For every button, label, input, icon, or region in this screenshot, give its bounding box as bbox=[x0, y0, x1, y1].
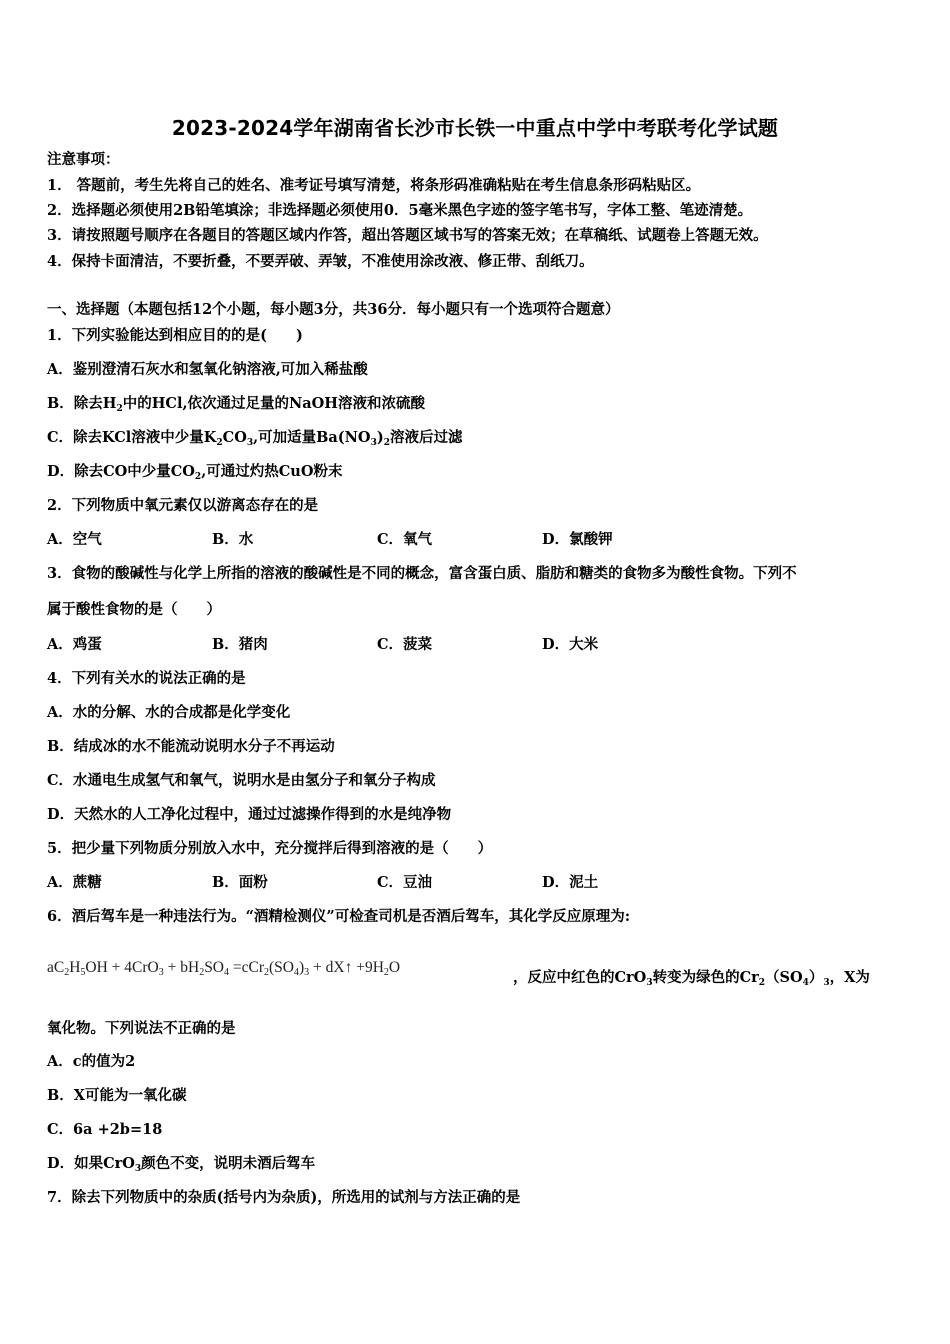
question-6-option-b: B．X可能为一氧化碳 bbox=[47, 1087, 187, 1104]
question-4-option-c: C．水通电生成氢气和氧气，说明水是由氢分子和氧分子构成 bbox=[47, 772, 436, 789]
question-3-option-a: A．鸡蛋 bbox=[47, 636, 102, 653]
question-4-option-a: A．水的分解、水的合成都是化学变化 bbox=[47, 704, 291, 721]
reaction-equation: $aC_2H_5OH + 4CrO_3 + bH_2SO_4 =cCr_2(SO_4)_3$ + dX↑ $+9H_2O$ bbox=[47, 959, 401, 978]
question-3-option-d: D．大米 bbox=[542, 636, 599, 653]
question-2-option-a: A．空气 bbox=[47, 531, 102, 548]
question-1-option-c: C．除去KCl溶液中少量$K_2CO_3$,可加适量$Ba(NO_3)_2$溶液后过滤 bbox=[47, 429, 463, 448]
section-heading: 一、选择题（本题包括12个小题，每小题3分，共36分．每小题只有一个选项符合题意） bbox=[47, 301, 620, 318]
question-6-option-d: D．如果CrO$_3$颜色不变，说明未酒后驾车 bbox=[47, 1155, 316, 1174]
question-4-option-d: D．天然水的人工净化过程中，通过过滤操作得到的水是纯净物 bbox=[47, 806, 452, 823]
question-5-option-a: A．蔗糖 bbox=[47, 874, 102, 891]
question-6-stem-line2: 氧化物。下列说法不正确的是 bbox=[47, 1020, 236, 1037]
question-2-option-d: D．氯酸钾 bbox=[542, 531, 613, 548]
question-5-option-c: C．豆油 bbox=[377, 874, 433, 891]
question-5-option-d: D．泥土 bbox=[542, 874, 599, 891]
question-5-option-b: B．面粉 bbox=[212, 874, 268, 891]
question-3-option-c: C．菠菜 bbox=[377, 636, 433, 653]
question-1-option-a: A．鉴别澄清石灰水和氢氧化钠溶液,可加入稀盐酸 bbox=[47, 361, 368, 378]
question-2-option-c: C．氧气 bbox=[377, 531, 433, 548]
question-6-option-a: A．c的值为2 bbox=[47, 1053, 136, 1070]
question-4-option-b: B．结成冰的水不能流动说明水分子不再运动 bbox=[47, 738, 335, 755]
notice-item-2: 2．选择题必须使用2B铅笔填涂；非选择题必须使用0．5毫米黑色字迹的签字笔书写，字体工整、笔迹清楚。 bbox=[47, 202, 753, 219]
question-1-stem: 1．下列实验能达到相应目的的是( ) bbox=[47, 327, 303, 344]
question-3-stem-line1: 3．食物的酸碱性与化学上所指的溶液的酸碱性是不同的概念，富含蛋白质、脂肪和糖类的食物多为酸性食物。下列不 bbox=[47, 565, 797, 582]
question-2-stem: 2．下列物质中氧元素仅以游离态存在的是 bbox=[47, 497, 319, 514]
notice-item-3: 3．请按照题号顺序在各题目的答题区域内作答，超出答题区域书写的答案无效；在草稿纸、试题卷上答题无效。 bbox=[47, 227, 768, 244]
question-3-option-b: B．猪肉 bbox=[212, 636, 268, 653]
question-1-option-b: B．除去$H_2$中的HCl,依次通过足量的NaOH溶液和浓硫酸 bbox=[47, 395, 426, 414]
notice-item-4: 4．保持卡面清洁，不要折叠，不要弄破、弄皱，不准使用涂改液、修正带、刮纸刀。 bbox=[47, 253, 594, 270]
notice-item-1: 1． 答题前，考生先将自己的姓名、准考证号填写清楚，将条形码准确粘贴在考生信息条形码粘贴区。 bbox=[47, 177, 701, 194]
question-5-stem: 5．把少量下列物质分别放入水中，充分搅拌后得到溶液的是（ ） bbox=[47, 840, 493, 857]
question-2-option-b: B．水 bbox=[212, 531, 254, 548]
notice-heading: 注意事项： bbox=[47, 151, 120, 168]
question-4-stem: 4．下列有关水的说法正确的是 bbox=[47, 670, 246, 687]
reaction-description: ，反应中红色的CrO$_3$转变为绿色的$Cr_2(SO_4)_3$，X为 bbox=[513, 969, 870, 988]
question-7-stem: 7．除去下列物质中的杂质(括号内为杂质)，所选用的试剂与方法正确的是 bbox=[47, 1189, 521, 1206]
question-6-option-c: C．6a +2b=18 bbox=[47, 1121, 163, 1138]
question-6-stem: 6．酒后驾车是一种违法行为。“酒精检测仪”可检查司机是否酒后驾车，其化学反应原理为: bbox=[47, 908, 631, 925]
question-1-option-d: D．除去CO中少量$CO_2$,可通过灼热CuO粉末 bbox=[47, 463, 343, 482]
page-title: 2023-2024学年湖南省长沙市长铁一中重点中学中考联考化学试题 bbox=[171, 116, 779, 140]
question-3-stem-line2: 属于酸性食物的是（ ） bbox=[47, 601, 221, 618]
